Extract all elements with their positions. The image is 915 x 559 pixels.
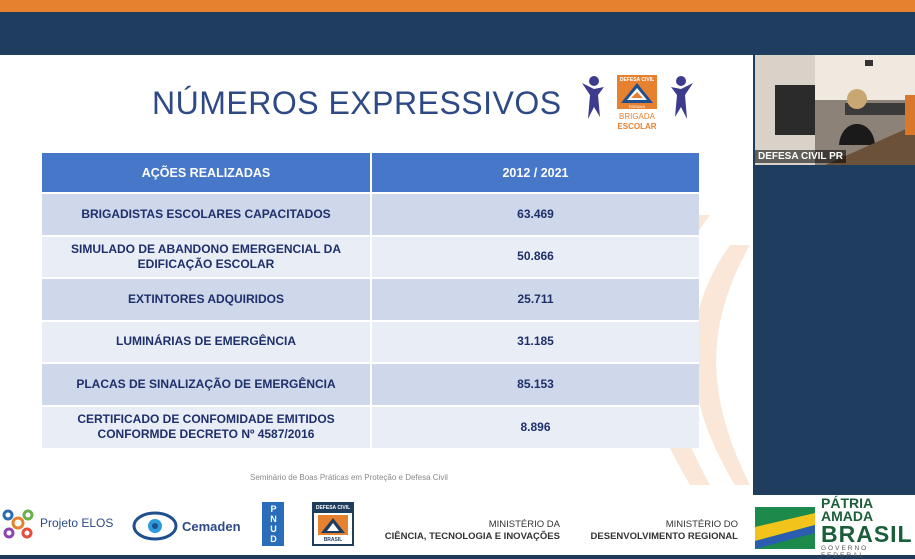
value-cell: 63.469 bbox=[371, 193, 699, 236]
action-line1: BRIGADISTAS ESCOLARES CAPACITADOS bbox=[81, 206, 331, 221]
actions-table bbox=[42, 153, 699, 448]
action-line1: PLACAS DE SINALIZAÇÃO DE EMERGÊNCIA bbox=[76, 376, 336, 391]
top-accent-bar bbox=[0, 0, 915, 12]
webcam-scene bbox=[755, 55, 915, 165]
pnud-badge bbox=[262, 502, 284, 546]
cemaden-icon bbox=[132, 510, 178, 542]
logo-name-line1: BRIGADA bbox=[618, 112, 656, 121]
governo-federal-logo bbox=[755, 497, 911, 559]
action-cell bbox=[42, 278, 371, 321]
table-row bbox=[42, 278, 699, 321]
patria-amada-text bbox=[821, 497, 911, 559]
table-row bbox=[42, 193, 699, 236]
ministerio-ciencia-line2: CIÊNCIA, TECNOLOGIA E INOVAÇÕES bbox=[384, 531, 560, 542]
presentation-slide bbox=[0, 55, 753, 495]
brigada-escolar-logo bbox=[580, 73, 695, 135]
participant-name-label: DEFESA CIVIL PR bbox=[755, 150, 846, 163]
patria-line2: BRASIL bbox=[821, 521, 913, 547]
ministerio-desenvolvimento-logo bbox=[580, 519, 738, 543]
action-line2: EDIFICAÇÃO ESCOLAR bbox=[137, 256, 275, 271]
action-line2: CONFORMDE DECRETO Nº 4587/2016 bbox=[97, 427, 315, 442]
elos-icon bbox=[0, 505, 36, 541]
logo-name-line2: ESCOLAR bbox=[617, 122, 657, 131]
header-period: 2012 / 2021 bbox=[371, 153, 699, 193]
pnud-logo bbox=[262, 502, 284, 546]
header-actions: AÇÕES REALIZADAS bbox=[42, 153, 371, 193]
logo-top-text: DEFESA CIVIL bbox=[619, 77, 655, 83]
ministerio-ciencia-logo bbox=[370, 519, 560, 543]
badge-bottom-text: BRASIL bbox=[323, 537, 343, 543]
slide-footnote: Seminário de Boas Práticas em Proteção e Defesa Civil bbox=[250, 473, 448, 482]
cemaden-logo bbox=[132, 510, 241, 542]
defesa-civil-brasil-logo bbox=[312, 502, 354, 546]
slide-title: NÚMEROS EXPRESSIVOS bbox=[152, 85, 562, 121]
value-cell: 31.185 bbox=[371, 321, 699, 364]
action-cell bbox=[42, 193, 371, 236]
action-cell bbox=[42, 363, 371, 406]
table-row bbox=[42, 321, 699, 364]
webcam-video[interactable] bbox=[755, 55, 915, 165]
patria-line1: PÁTRIA AMADA bbox=[821, 495, 874, 524]
action-line1: LUMINÁRIAS DE EMERGÊNCIA bbox=[115, 334, 296, 349]
value-cell: 25.711 bbox=[371, 278, 699, 321]
table-header-row bbox=[42, 153, 699, 193]
action-line1: EXTINTORES ADQUIRIDOS bbox=[127, 291, 285, 306]
action-cell bbox=[42, 321, 371, 364]
table-row bbox=[42, 406, 699, 449]
pnud-label: PNUD bbox=[268, 504, 279, 544]
badge-top-text: DEFESA CIVIL bbox=[315, 505, 351, 511]
value-cell: 85.153 bbox=[371, 363, 699, 406]
ministerio-ciencia-line1: MINISTÉRIO DA bbox=[488, 519, 560, 530]
value-cell: 8.896 bbox=[371, 406, 699, 449]
action-cell bbox=[42, 406, 371, 449]
patria-line3: GOVERNO FEDERAL bbox=[821, 545, 869, 559]
action-cell bbox=[42, 236, 371, 279]
defesa-civil-badge bbox=[312, 502, 354, 546]
header-band bbox=[0, 12, 915, 55]
action-line1: CERTIFICADO DE CONFOMIDADE EMITIDOS bbox=[77, 412, 335, 427]
triangle-icon bbox=[318, 515, 348, 535]
table-row bbox=[42, 236, 699, 279]
ministerio-desenvolvimento-line1: MINISTÉRIO DO bbox=[665, 519, 738, 530]
action-line1: SIMULADO DE ABANDONO EMERGENCIAL DA bbox=[70, 241, 341, 256]
brazil-flag-icon bbox=[755, 507, 815, 549]
value-cell: 50.866 bbox=[371, 236, 699, 279]
cemaden-label: Cemaden bbox=[182, 518, 241, 534]
logo-sub-text: PARANÁ bbox=[628, 104, 646, 109]
ministerio-desenvolvimento-line2: DESENVOLVIMENTO REGIONAL bbox=[590, 531, 738, 542]
projeto-elos-logo bbox=[0, 505, 113, 541]
elos-label: Projeto ELOS bbox=[40, 516, 114, 530]
table-row bbox=[42, 363, 699, 406]
